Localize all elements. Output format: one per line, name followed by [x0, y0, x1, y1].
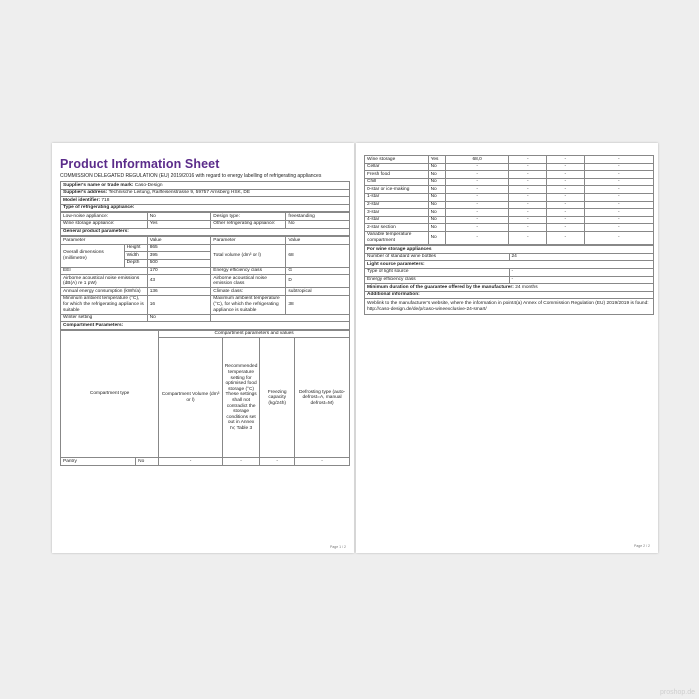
pantry-defrost: -: [295, 458, 350, 466]
table-row: [61, 237, 350, 245]
compartment-volume: -: [445, 193, 509, 201]
type-heading: Type of refrigerating appliance:: [61, 204, 350, 212]
bottles-value: 24: [509, 253, 654, 261]
table-row: [61, 330, 350, 338]
watermark: proshop.de: [659, 689, 695, 696]
table-row: [61, 197, 350, 205]
table-row: [61, 204, 350, 212]
compartment-freezing: -: [547, 171, 585, 179]
compartment-temp: -: [509, 171, 547, 179]
page-number: Page 1 / 2: [330, 545, 346, 549]
col-parameter-2: Parameter: [211, 237, 286, 245]
compartment-present: No: [428, 171, 445, 179]
compartment-temp: -: [509, 193, 547, 201]
compartment-freezing: -: [547, 186, 585, 194]
wine-storage-table: [364, 245, 654, 315]
wine-storage-value: Yes: [147, 220, 211, 228]
compartment-label: Cellar: [365, 163, 429, 171]
energy-class-label: Energy efficiency class: [211, 267, 286, 275]
compartment-type-header: Compartment type: [61, 330, 159, 458]
climate-class-value: subtropical: [286, 288, 350, 296]
compartment-freezing: -: [547, 178, 585, 186]
wine-heading: For wine storage appliances: [365, 246, 654, 254]
compartment-temp: -: [509, 156, 547, 164]
compartment-present: No: [428, 224, 445, 232]
compartment-label: 0-star or ice-making: [365, 186, 429, 194]
energy-consumption-value: 136: [147, 288, 211, 296]
table-row: [365, 193, 654, 201]
table-row: [61, 295, 350, 314]
compartment-label: 1-star: [365, 193, 429, 201]
table-row: [61, 228, 350, 236]
compartment-present: No: [428, 186, 445, 194]
design-type-label: Design type:: [211, 213, 286, 221]
compartment-present: No: [428, 178, 445, 186]
page-title: Product Information Sheet: [60, 157, 220, 171]
compartment-defrost: -: [584, 156, 653, 164]
climate-class-label: Climate class:: [211, 288, 286, 296]
compartment-temp: -: [509, 209, 547, 217]
additional-text: Weblink to the manufacturer's website, where the information in point4(a) Annex of Commission Regulation (EU) 2019/2019 is found: http://caso-design.de/de/p/caso-wineexclusive-24-smart/: [365, 299, 654, 315]
general-heading: General product parameters:: [61, 228, 350, 236]
overall-dimensions-label: Overall dimensions (millimetre): [61, 244, 125, 267]
min-temp-label: Minimum ambient temperature (°C), for which the refrigerating appliance is suitable: [61, 295, 148, 314]
table-row: [365, 268, 654, 276]
compartment-temp: -: [509, 163, 547, 171]
appliance-type-table: [60, 212, 350, 236]
col-value-2: Value: [286, 237, 350, 245]
compartment-volume: -: [445, 231, 509, 244]
table-row: [61, 267, 350, 275]
supplier-address: Technische Leitung, Raiffeisenstrasse 9, 59757 Arnsberg HSK, DE: [108, 190, 251, 196]
compartment-freezing: -: [547, 156, 585, 164]
compartment-freezing: -: [547, 163, 585, 171]
table-row: [365, 186, 654, 194]
compartment-volume: -: [445, 171, 509, 179]
defrosting-type-header: Defrosting type (auto-defrost=A, manual defrost=M): [295, 338, 350, 458]
total-volume-label: Total volume (dm³ or l): [211, 244, 286, 267]
light-type-value: -: [509, 268, 654, 276]
guarantee-value: 24 months: [515, 284, 538, 290]
regulation-subtitle: COMMISSION DELEGATED REGULATION (EU) 2019/2016 with regard to energy labelling of refrigerating appliances: [60, 173, 322, 179]
winter-setting-label: Winter setting: [61, 314, 148, 322]
compartment-heading: Compartment Parameters:: [61, 322, 350, 330]
compartment-defrost: -: [584, 186, 653, 194]
compartment-label: Wine storage: [365, 156, 429, 164]
pantry-temp: -: [222, 458, 260, 466]
compartment-rows-table: [364, 155, 654, 245]
table-row: [61, 182, 350, 190]
pantry-label: Pantry: [61, 458, 136, 466]
general-parameters-table: [60, 236, 350, 330]
compartment-freezing: -: [547, 224, 585, 232]
compartment-defrost: -: [584, 224, 653, 232]
table-row: [365, 209, 654, 217]
table-row: [365, 276, 654, 284]
table-row: [61, 220, 350, 228]
supplier-table: [60, 181, 350, 212]
compartment-present: No: [428, 216, 445, 224]
compartment-defrost: -: [584, 163, 653, 171]
model-identifier: 718: [101, 197, 110, 203]
col-parameter: Parameter: [61, 237, 148, 245]
table-row: [365, 224, 654, 232]
table-row: [61, 244, 350, 252]
wine-storage-label: Wine storage appliance:: [61, 220, 148, 228]
table-row: [61, 189, 350, 197]
compartment-present: No: [428, 201, 445, 209]
table-row: [61, 458, 350, 466]
table-row: [365, 291, 654, 299]
light-type-label: Type of light source: [365, 268, 510, 276]
table-row: [365, 261, 654, 269]
compartment-volume: -: [445, 163, 509, 171]
compartment-freezing: -: [547, 231, 585, 244]
compartment-defrost: -: [584, 193, 653, 201]
compartment-volume-header: Compartment Volume (dm³ or l): [159, 338, 223, 458]
low-noise-label: Low-noise appliance:: [61, 213, 148, 221]
compartment-temp: -: [509, 224, 547, 232]
max-temp-label: Maximum ambient temperature (°C), for which the refrigerating appliance is suitable: [211, 295, 286, 314]
compartment-table: [60, 330, 350, 466]
depth-value: 500: [147, 259, 211, 267]
compartment-freezing: -: [547, 209, 585, 217]
compartment-volume: -: [445, 201, 509, 209]
compartment-present: No: [428, 209, 445, 217]
light-eec-label: Energy efficiency class: [365, 276, 510, 284]
page-number: Page 2 / 2: [634, 544, 650, 548]
compartment-volume: -: [445, 186, 509, 194]
table-row: [365, 178, 654, 186]
compartment-label: 2-star: [365, 201, 429, 209]
table-row: [61, 288, 350, 296]
table-row: [365, 284, 654, 292]
compartment-present: No: [428, 163, 445, 171]
table-row: [365, 246, 654, 254]
supplier-name-label: Supplier's name or trade mark:: [63, 182, 134, 188]
table-row: [61, 275, 350, 288]
compartment-volume: 68,0: [445, 156, 509, 164]
noise-class-label: Airborne acoustical noise emission class: [211, 275, 286, 288]
compartment-defrost: -: [584, 209, 653, 217]
min-temp-value: 16: [147, 295, 211, 314]
noise-value: 43: [147, 275, 211, 288]
product-sheet-page-1: [52, 143, 354, 553]
light-heading: Light source parameters:: [365, 261, 654, 269]
width-label: Width: [124, 252, 147, 260]
compartment-defrost: -: [584, 178, 653, 186]
table-row: [365, 216, 654, 224]
product-sheet-page-2: [356, 143, 658, 553]
other-refrigerating-value: No: [286, 220, 350, 228]
table-row: [365, 163, 654, 171]
compartment-temp: -: [509, 201, 547, 209]
additional-heading: Additional information:: [365, 291, 654, 299]
recommended-temp-header: Recommended temperature setting for optimised food storage (°C) These settings shall not contradict the storage conditions set out in Annex IV, Table 3: [222, 338, 260, 458]
compartment-present: No: [428, 231, 445, 244]
compartment-present: No: [428, 193, 445, 201]
height-value: 865: [147, 244, 211, 252]
table-row: [61, 322, 350, 330]
other-refrigerating-label: Other refrigerating appliance:: [211, 220, 286, 228]
compartment-temp: -: [509, 231, 547, 244]
energy-consumption-label: Annual energy consumption (kWh/a): [61, 288, 148, 296]
table-row: [61, 213, 350, 221]
compartment-temp: -: [509, 178, 547, 186]
compartment-present: Yes: [428, 156, 445, 164]
compartment-freezing: -: [547, 216, 585, 224]
compartment-label: 2-star section: [365, 224, 429, 232]
compartment-label: Fresh food: [365, 171, 429, 179]
low-noise-value: No: [147, 213, 211, 221]
compartment-volume: -: [445, 224, 509, 232]
table-row: [365, 231, 654, 244]
supplier-name: Caso-Design: [134, 182, 163, 188]
model-label: Model identifier:: [63, 197, 101, 203]
bottles-label: Number of standard wine bottles: [365, 253, 510, 261]
light-eec-value: -: [509, 276, 654, 284]
compartment-temp: -: [509, 186, 547, 194]
pantry-freezing: -: [260, 458, 295, 466]
compartment-volume: -: [445, 216, 509, 224]
compartment-temp: -: [509, 216, 547, 224]
width-value: 395: [147, 252, 211, 260]
noise-label: Airborne acoustical noise emissions (dB(A) re 1 pW): [61, 275, 148, 288]
compartment-defrost: -: [584, 171, 653, 179]
table-row: [365, 156, 654, 164]
table-row: [365, 171, 654, 179]
compartment-freezing: -: [547, 193, 585, 201]
noise-class-value: D: [286, 275, 350, 288]
compartment-volume: -: [445, 209, 509, 217]
compartment-label: Variable temperature compartment: [365, 231, 429, 244]
table-row: [61, 314, 350, 322]
compartment-defrost: -: [584, 201, 653, 209]
design-type-value: freestanding: [286, 213, 350, 221]
compartment-label: 3-star: [365, 209, 429, 217]
table-row: [365, 201, 654, 209]
pantry-value: No: [136, 458, 159, 466]
compartment-defrost: -: [584, 231, 653, 244]
freezing-capacity-header: Freezing capacity (kg/24h): [260, 338, 295, 458]
compartment-label: Chill: [365, 178, 429, 186]
compartment-params-header: Compartment parameters and values: [159, 330, 350, 338]
compartment-freezing: -: [547, 201, 585, 209]
pantry-volume: -: [159, 458, 223, 466]
supplier-address-label: Supplier's address:: [63, 190, 108, 196]
compartment-volume: -: [445, 178, 509, 186]
depth-label: Depth: [124, 259, 147, 267]
compartment-label: 4-star: [365, 216, 429, 224]
eei-label: EEI: [61, 267, 148, 275]
table-row: [365, 299, 654, 315]
guarantee-label: Minimum duration of the guarantee offered by the manufacturer:: [367, 284, 514, 290]
total-volume-value: 68: [286, 244, 350, 267]
eei-value: 170: [147, 267, 211, 275]
col-value: Value: [147, 237, 211, 245]
table-row: [365, 253, 654, 261]
max-temp-value: 38: [286, 295, 350, 314]
compartment-defrost: -: [584, 216, 653, 224]
energy-class-value: G: [286, 267, 350, 275]
winter-setting-value: No: [147, 314, 211, 322]
height-label: Height: [124, 244, 147, 252]
